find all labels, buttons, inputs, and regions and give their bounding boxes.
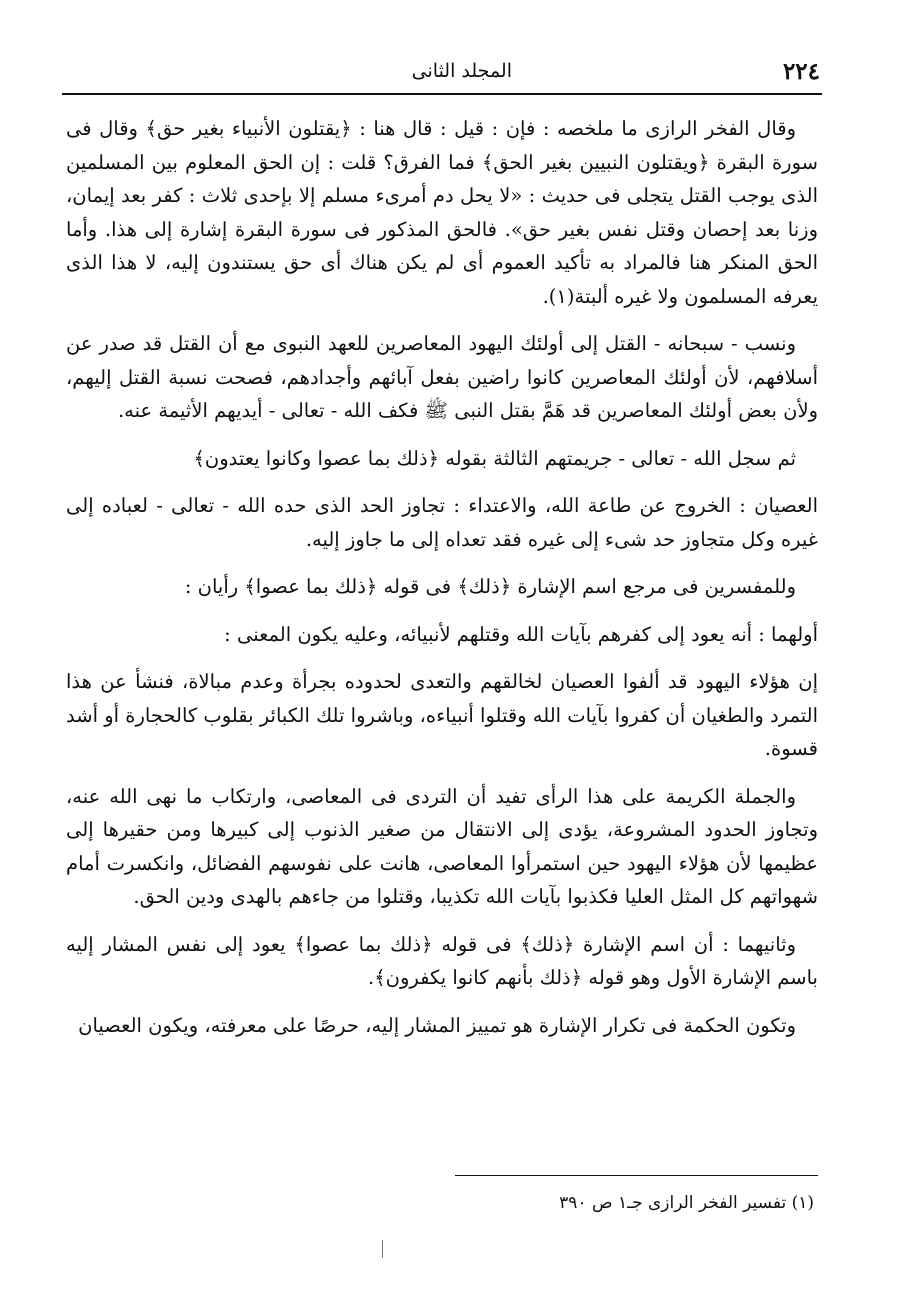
- page-number: ٢٢٤: [782, 58, 820, 85]
- running-title: المجلد الثانى: [411, 60, 512, 82]
- paragraph-two-opinions: وللمفسرين فى مرجع اسم الإشارة ﴿ذلك﴾ فى قوله ﴿ذلك بما عصوا﴾ رأيان :: [184, 575, 796, 598]
- paragraph-third-crime: ثم سجل الله - تعالى - جريمتهم الثالثة بقوله ﴿ذلك بما عصوا وكانوا يعتدون﴾: [193, 446, 796, 470]
- paragraph-wisdom: وتكون الحكمة فى تكرار الإشارة هو تمييز المشار إليه، حرصًا على معرفته، ويكون العصيان: [78, 1013, 796, 1037]
- paragraph-attribution: ونسب - سبحانه - القتل إلى أولئك اليهود المعاصرين للعهد النبوى مع أن القتل قد صدر عن أسلافهم، لأن أولئك المعاصرين كانوا راضين بفعل آبائهم وأجدادهم، فصحت نسبة القتل إليهم، ولأن بعض أولئك المعاصرين قد هَمَّ بقتل النبى ﷺ فكف الله - تعالى - أيديهم الأثيمة عنه.: [66, 332, 818, 422]
- footnote: (١) تفسير الفخر الرازى جـ١ ص ٣٩٠: [559, 1193, 814, 1213]
- paragraph-first-opinion: أولهما : أنه يعود إلى كفرهم بآيات الله وقتلهم لأنبيائه، وعليه يكون المعنى :: [224, 622, 818, 646]
- paragraph-disobedience-definition: العصيان : الخروج عن طاعة الله، والاعتداء : تجاوز الحد الذى حده الله - تعالى - لعباده إلى غيره وكل متجاوز حد شىء إلى غيره فقد تعداه إلى ما جاوز إليه.: [66, 494, 818, 551]
- paragraph-first-opinion-meaning: إن هؤلاء اليهود قد ألفوا العصيان لخالقهم والتعدى لحدوده بجرأة وعدم مبالاة، فنشأ عن هذا التمرد والطغيان أن كفروا بآيات الله وقتلوا أنبياءه، وباشروا تلك الكبائر بقلوب كالحجارة أو أشد قسوة.: [66, 670, 818, 760]
- paragraph-razi-quote: وقال الفخر الرازى ما ملخصه : فإن : قيل : قال هنا : ﴿يقتلون الأنبياء بغير حق﴾ وقال فى سورة البقرة ﴿ويقتلون النبيين بغير الحق﴾ فما الفرق؟ قلت : إن الحق المعلوم بين المسلمين الذى يوجب القتل يتجلى فى حديث : «لا يحل دم أمرىء مسلم إلا بإحدى ثلاث : كفر بعد إيمان، وزنا بعد إحصان وقتل نفس بغير حق». فالحق المذكور فى سورة البقرة إشارة إلى هذا. وأما الحق المنكر هنا فالمراد به تأكيد العموم أى لم يكن هناك أى حق يستندون إليه، لا هذا الذى يعرفه المسلمون ولا غيره ألبتة(١).: [66, 117, 818, 308]
- footnote-rule: [455, 1175, 818, 1176]
- scan-mark: [382, 1240, 383, 1258]
- body-text: [66, 112, 818, 1042]
- header-rule: [62, 93, 822, 95]
- paragraph-second-opinion: وثانيهما : أن اسم الإشارة ﴿ذلك﴾ فى قوله ﴿ذلك بما عصوا﴾ يعود إلى نفس المشار إليه باسم الإشارة الأول وهو قوله ﴿ذلك بأنهم كانوا يكفرون﴾.: [66, 932, 818, 989]
- paragraph-sentence-benefit: والجملة الكريمة على هذا الرأى تفيد أن التردى فى المعاصى، وارتكاب ما نهى الله عنه، وتجاوز الحدود المشروعة، يؤدى إلى الانتقال من صغير الذنوب إلى كبيرها ومن حقيرها إلى عظيمها لأن هؤلاء اليهود حين استمرأوا المعاصى، هانت على نفوسهم الفضائل، وانكسرت أمام شهواتهم كل المثل العليا فكذبوا بآيات الله تكذيبا، وقتلوا من جاءهم بالهدى ودين الحق.: [66, 784, 818, 908]
- page-header: [62, 58, 820, 88]
